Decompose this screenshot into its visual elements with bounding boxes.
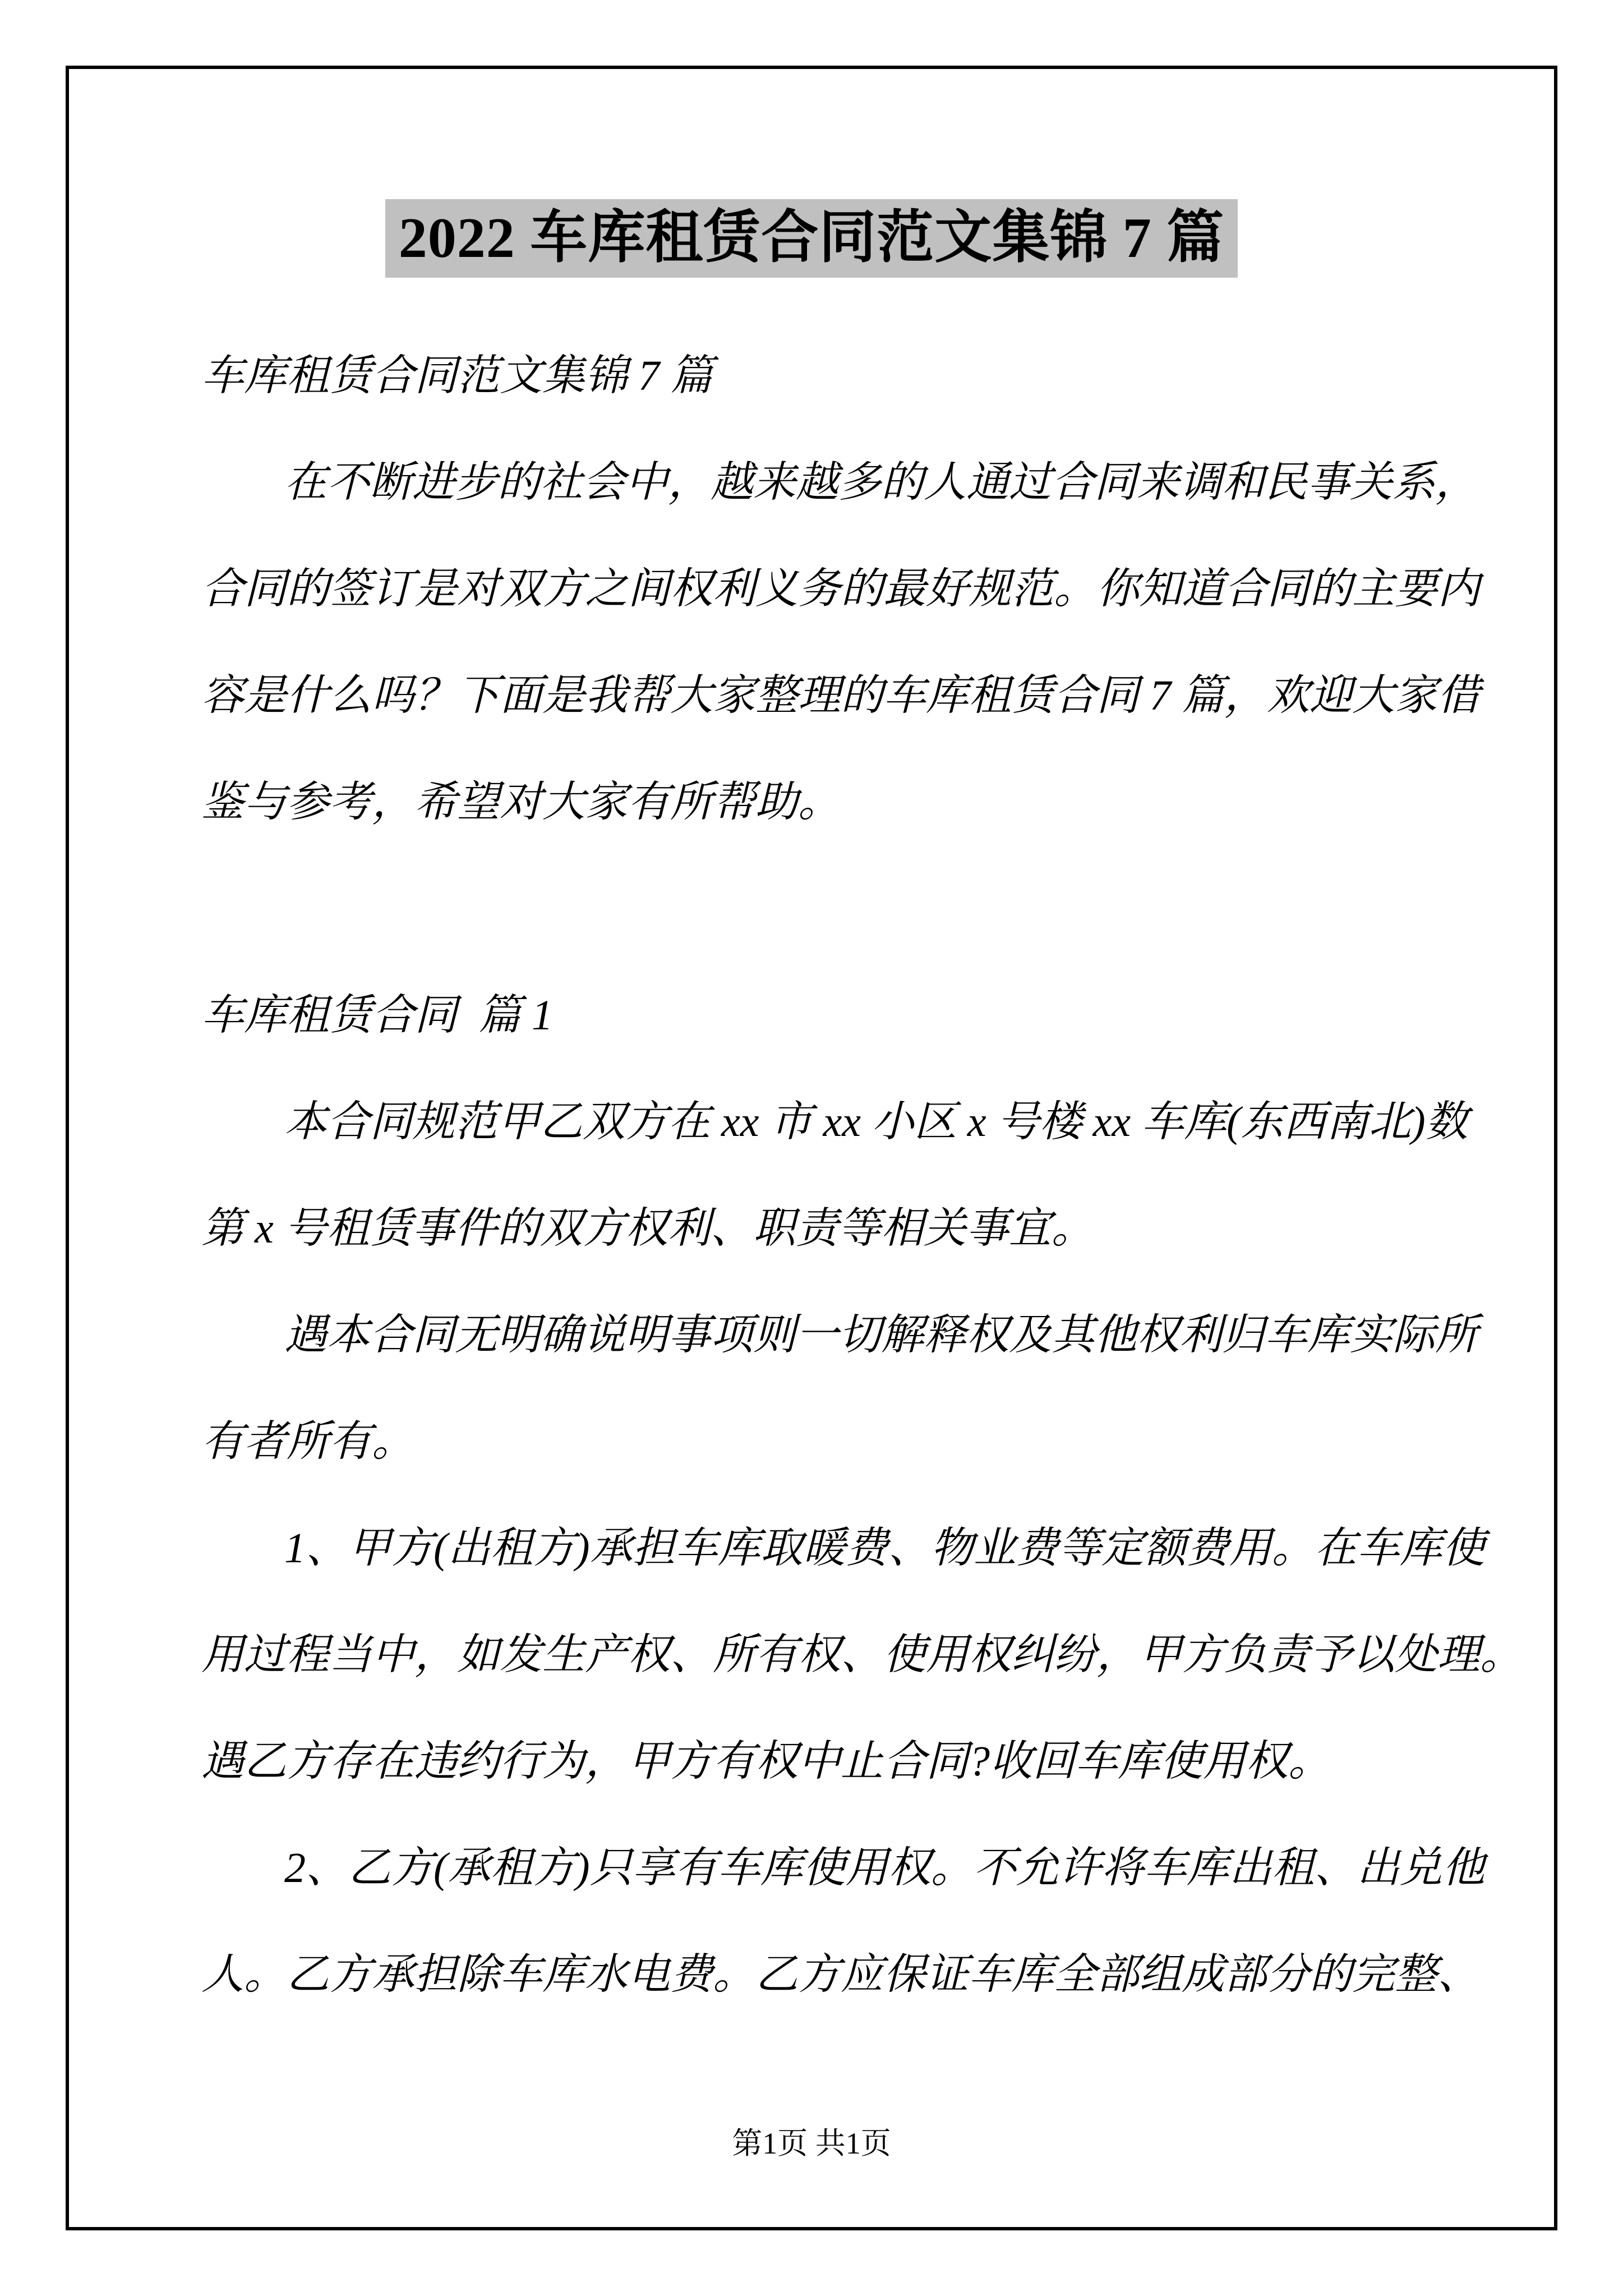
body-line: 容是什么吗？下面是我帮大家整理的车库租赁合同 7 篇，欢迎大家借: [201, 672, 1480, 719]
body-line: 第 x 号租赁事件的双方权利、职责等相关事宜。: [201, 1205, 1094, 1252]
body-line: 用过程当中，如发生产权、所有权、使用权纠纷，甲方负责予以处理。: [201, 1631, 1523, 1678]
body-line: 人。乙方承担除车库水电费。乙方应保证车库全部组成部分的完整、: [201, 1951, 1480, 1998]
body-line: 合同的签订是对双方之间权利义务的最好规范。你知道合同的主要内: [201, 565, 1480, 613]
footer-row: [0, 2126, 1623, 2161]
body-line: 2、乙方(承租方)只享有车库使用权。不允许将车库出租、出兑他: [284, 1844, 1485, 1892]
body-text: [201, 323, 1523, 2028]
body-line: 遇乙方存在违约行为，甲方有权中止合同?收回车库使用权。: [201, 1738, 1331, 1785]
body-line: 车库租赁合同 篇 1: [201, 992, 553, 1039]
title-row: [0, 199, 1623, 278]
body-line: 本合同规范甲乙双方在 xx 市 xx 小区 x 号楼 xx 车库(东西南北)数: [284, 1098, 1468, 1145]
body-line: 车库租赁合同范文集锦 7 篇: [201, 352, 713, 399]
body-line: 1、甲方(出租方)承担车库取暖费、物业费等定额费用。在车库使: [284, 1525, 1485, 1572]
body-line: 有者所有。: [201, 1418, 414, 1465]
body-line: 鉴与参考，希望对大家有所帮助。: [201, 779, 841, 826]
body-line: 遇本合同无明确说明事项则一切解释权及其他权利归车库实际所: [284, 1312, 1478, 1359]
document-title: 2022 车库租赁合同范文集锦 7 篇: [385, 199, 1238, 278]
page-number-label: 第1页 共1页: [732, 2127, 891, 2160]
body-line: 在不断进步的社会中，越来越多的人通过合同来调和民事关系，: [284, 459, 1478, 506]
blank-line: [201, 855, 1458, 962]
